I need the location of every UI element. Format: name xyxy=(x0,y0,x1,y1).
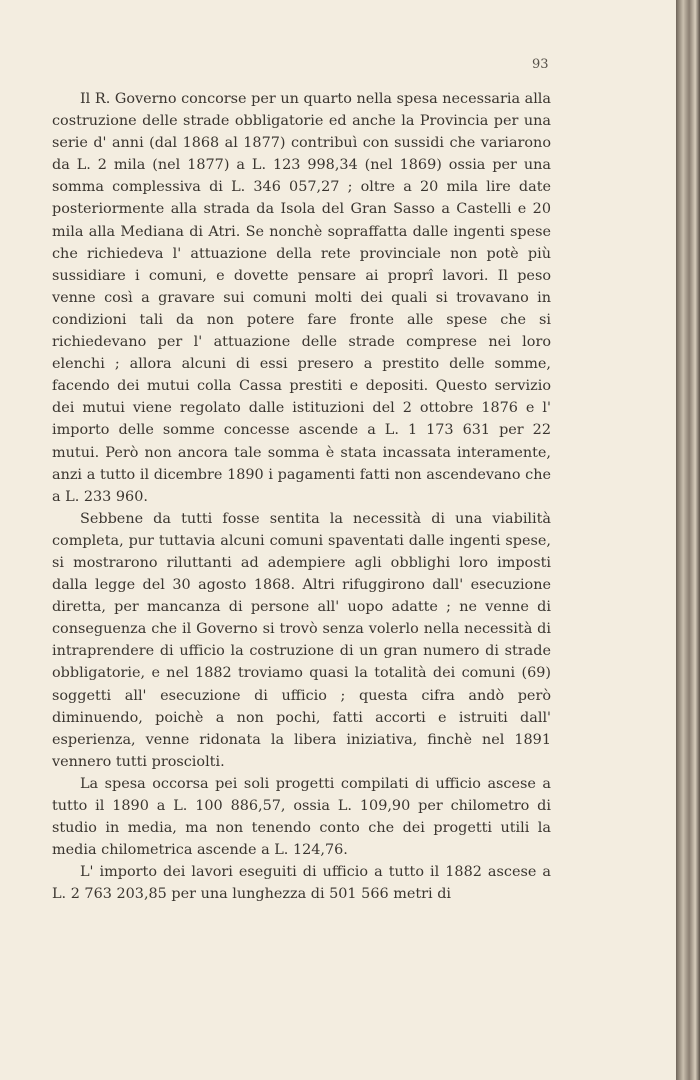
body-text xyxy=(52,88,551,905)
paragraph-3: La spesa occorsa pei soli progetti compilati di ufficio ascese a tutto il 1890 a L. 100 886,57, ossia L. 109,90 per chilometro di studio in media, ma non tenendo conto che dei progetti utili la media chilometrica ascende a L. 124,76. xyxy=(52,775,551,859)
paragraph-1: Il R. Governo concorse per un quarto nella spesa necessaria alla costruzione delle strade obbligatorie ed anche la Provincia per una serie d' anni (dal 1868 al 1877) contribuì con sussidi che variarono da L. 2 mila (nel 1877) a L. 123 998,34 (nel 1869) ossia per una somma complessiva di L. 346 057,27 ; oltre a 20 mila lire date posteriormente alla strada da Isola del Gran Sasso a Castelli e 20 mila alla Mediana di Atri. Se nonchè sopraffatta dalle ingenti spese che richiedeva l' attuazione della rete provinciale non potè più sussidiare i comuni, e dovette pensare ai proprî lavori. Il peso venne così a gravare sui comuni molti dei quali si trovavano in condizioni tali da non potere fare fronte alle spese che si richiedevano per l' attuazione delle strade comprese nei loro elenchi ; allora alcuni di essi presero a prestito delle somme, facendo dei mutui colla Cassa prestiti e depositi. Questo servizio dei mutui viene regolato dalle istituzioni del 2 ottobre 1876 e l' importo delle somme concesse ascende a L. 1 173 631 per 22 mutui. Però non ancora tale somma è stata incassata interamente, anzi a tutto il dicembre 1890 i pagamenti fatti non ascendevano che a L. 233 960. xyxy=(52,91,551,505)
paragraph-2: Sebbene da tutti fosse sentita la necessità di una viabilità completa, pur tuttavia alcuni comuni spaventati dalle ingenti spese, si mostrarono riluttanti ad adempiere agli obblighi loro imposti dalla legge del 30 agosto 1868. Altri rifuggirono dall' esecuzione diretta, per mancanza di persone all' uopo adatte ; ne venne di conseguenza che il Governo si trovò senza volerlo nella necessità di intraprendere di ufficio la costruzione di un gran numero di strade obbligatorie, e nel 1882 troviamo quasi la totalità dei comuni (69) soggetti all' esecuzione di ufficio ; questa cifra andò però diminuendo, poichè a non pochi, fatti accorti e istruiti dall' esperienza, venne ridonata la libera iniziativa, finchè nel 1891 vennero tutti prosciolti. xyxy=(52,510,551,770)
paragraph-4: L' importo dei lavori eseguiti di ufficio a tutto il 1882 ascese a L. 2 763 203,85 per una lunghezza di 501 566 metri di xyxy=(52,864,551,903)
book-edge xyxy=(676,0,700,1080)
page-number: 93 xyxy=(532,57,549,72)
